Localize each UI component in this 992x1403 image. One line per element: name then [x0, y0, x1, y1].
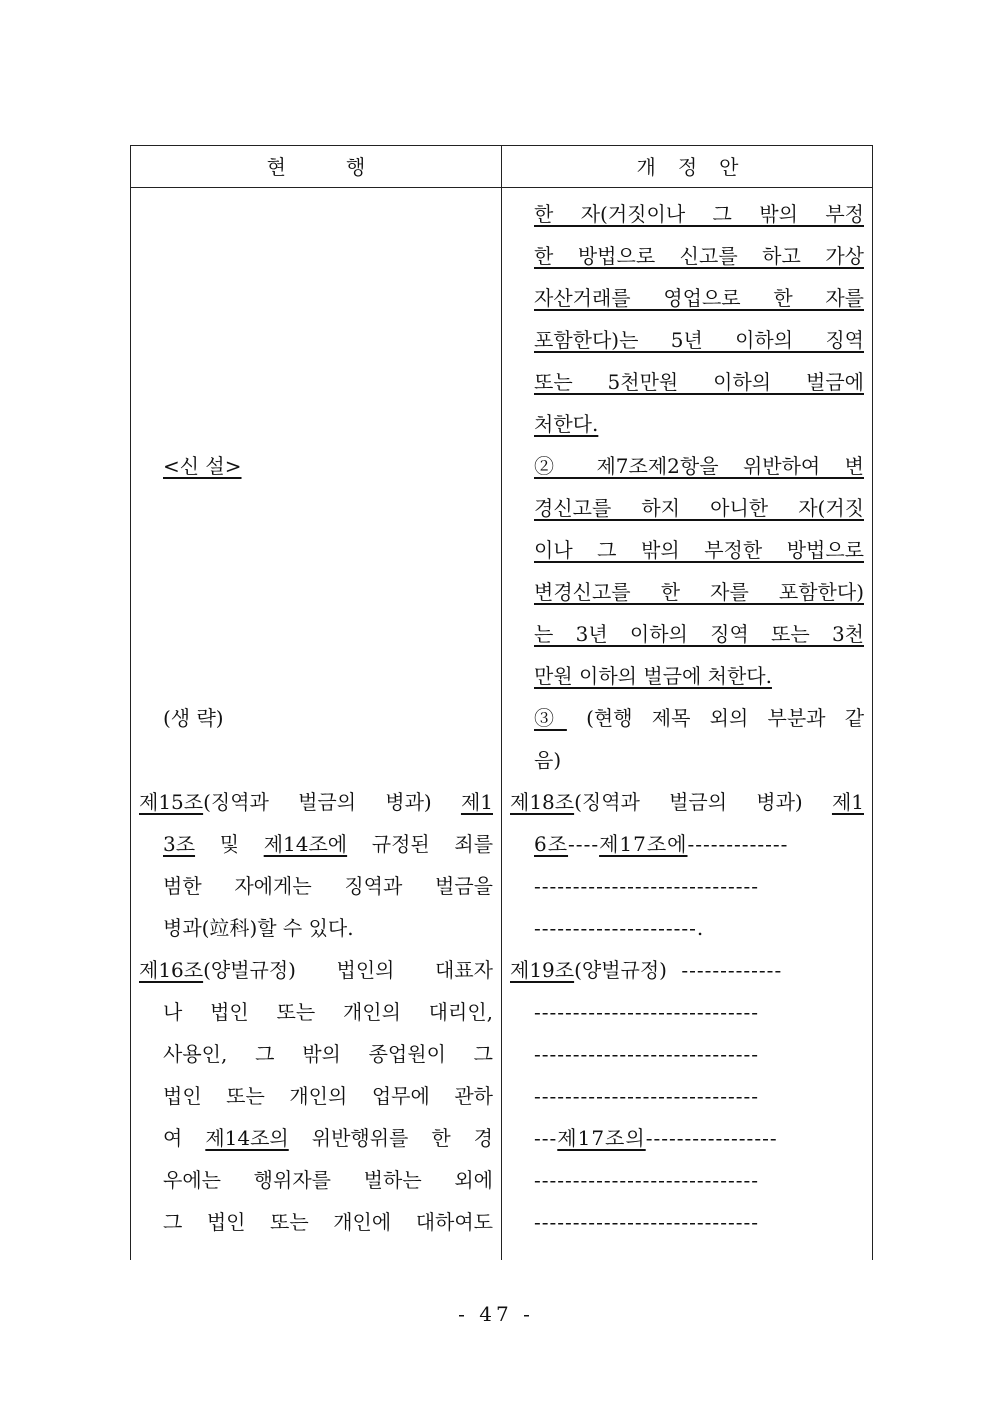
unchanged-dashes: ----------------- [645, 1126, 778, 1150]
header-current: 현행 [266, 155, 426, 179]
art18-line-2 [534, 823, 864, 865]
article-number: 제15조 [139, 790, 204, 814]
art19-line-5 [534, 1117, 864, 1159]
art18-line-4: ---------------------. [534, 916, 705, 940]
art16-line-2: 나 법인 또는 개인의 대리인, [163, 1000, 493, 1024]
unchanged-dashes: ---- [568, 832, 600, 856]
art16-line-7: 그 법인 또는 개인에 대하여도 [163, 1210, 493, 1234]
art18-line-1 [510, 781, 864, 823]
unchanged-dashes: --- [534, 1126, 558, 1150]
amend-p1-line-1: 한 자(거짓이나 그 밖의 부정 [534, 202, 864, 226]
amend-p1-line-6: 처한다. [534, 412, 599, 436]
article-title: (양벌규정) 법인의 대표자 [203, 958, 493, 982]
cross-reference: 6조 [534, 832, 569, 856]
amend-p1-line-4: 포함한다)는 5년 이하의 징역 [534, 328, 864, 352]
art16-line-5 [163, 1117, 493, 1159]
art15-line-1 [139, 781, 493, 823]
article-title: (양벌규정) [574, 958, 667, 982]
art15-text: 및 [219, 832, 240, 856]
unchanged-dashes: ------------- [687, 832, 789, 856]
art16-text: 위반행위를 한 경 [311, 1126, 493, 1150]
omitted-note: (생 략) [163, 706, 224, 730]
art19-line-2: ----------------------------- [534, 1000, 759, 1024]
header-amendment: 개정안 [636, 155, 761, 179]
art19-line-1 [510, 949, 864, 991]
unchanged-dashes: ------------- [681, 958, 783, 982]
article-title: (징역과 벌금의 병과) [574, 790, 803, 814]
art15-line-2 [163, 823, 493, 865]
article-number: 제16조 [139, 958, 204, 982]
art18-line-3: ----------------------------- [534, 874, 759, 898]
article-title: (징역과 벌금의 병과) [203, 790, 432, 814]
art16-line-4: 법인 또는 개인의 업무에 관하 [163, 1084, 493, 1108]
amend-p3-text: (현행 제목 외의 부분과 같 [586, 706, 864, 730]
comparison-table [130, 145, 873, 1260]
art15-line-3: 범한 자에게는 징역과 벌금을 [163, 874, 493, 898]
amend-p1-line-2: 한 방법으로 신고를 하고 가상 [534, 244, 864, 268]
paragraph-number: ③ [534, 706, 567, 730]
art16-text: 여 [163, 1126, 183, 1150]
cross-reference: 제17조에 [599, 832, 688, 856]
cross-reference: 제1 [831, 790, 864, 814]
cross-reference: 3조 [163, 832, 196, 856]
column-divider [501, 146, 502, 1260]
new-provision-note: <신 설> [163, 454, 242, 478]
amend-p1-line-3: 자산거래를 영업으로 한 자를 [534, 286, 864, 310]
article-number: 제19조 [510, 958, 575, 982]
art15-text: 규정된 죄를 [371, 832, 493, 856]
table-header-row [131, 146, 872, 188]
cross-reference: 제14조에 [263, 832, 348, 856]
cross-reference: 제1 [460, 790, 493, 814]
art16-line-3: 사용인, 그 밖의 종업원이 그 [163, 1042, 493, 1066]
amend-p2-line-3: 이나 그 밖의 부정한 방법으로 [534, 538, 864, 562]
article-number: 제18조 [510, 790, 575, 814]
art15-line-4: 병과(竝科)할 수 있다. [163, 916, 354, 940]
art19-line-4: ----------------------------- [534, 1084, 759, 1108]
amend-p3-line-2: 음) [534, 748, 562, 772]
amend-p1-line-5: 또는 5천만원 이하의 벌금에 [534, 370, 864, 394]
amend-p2-line-6: 만원 이하의 벌금에 처한다. [534, 664, 772, 688]
art19-line-6: ----------------------------- [534, 1168, 759, 1192]
page-number: - 47 - [458, 1302, 534, 1326]
amend-p3-line-1 [534, 697, 864, 739]
cross-reference: 제17조의 [557, 1126, 646, 1150]
amend-p2-line-2: 경신고를 하지 아니한 자(거짓 [534, 496, 864, 520]
cross-reference: 제14조의 [205, 1126, 289, 1150]
art16-line-6: 우에는 행위자를 벌하는 외에 [163, 1168, 493, 1192]
amend-p2-line-1: ② 제7조제2항을 위반하여 변 [534, 454, 864, 478]
art19-line-7: ----------------------------- [534, 1210, 759, 1234]
art16-line-1 [139, 949, 493, 991]
amend-p2-line-4: 변경신고를 한 자를 포함한다) [534, 580, 864, 604]
amend-p2-line-5: 는 3년 이하의 징역 또는 3천 [534, 622, 864, 646]
art19-line-3: ----------------------------- [534, 1042, 759, 1066]
